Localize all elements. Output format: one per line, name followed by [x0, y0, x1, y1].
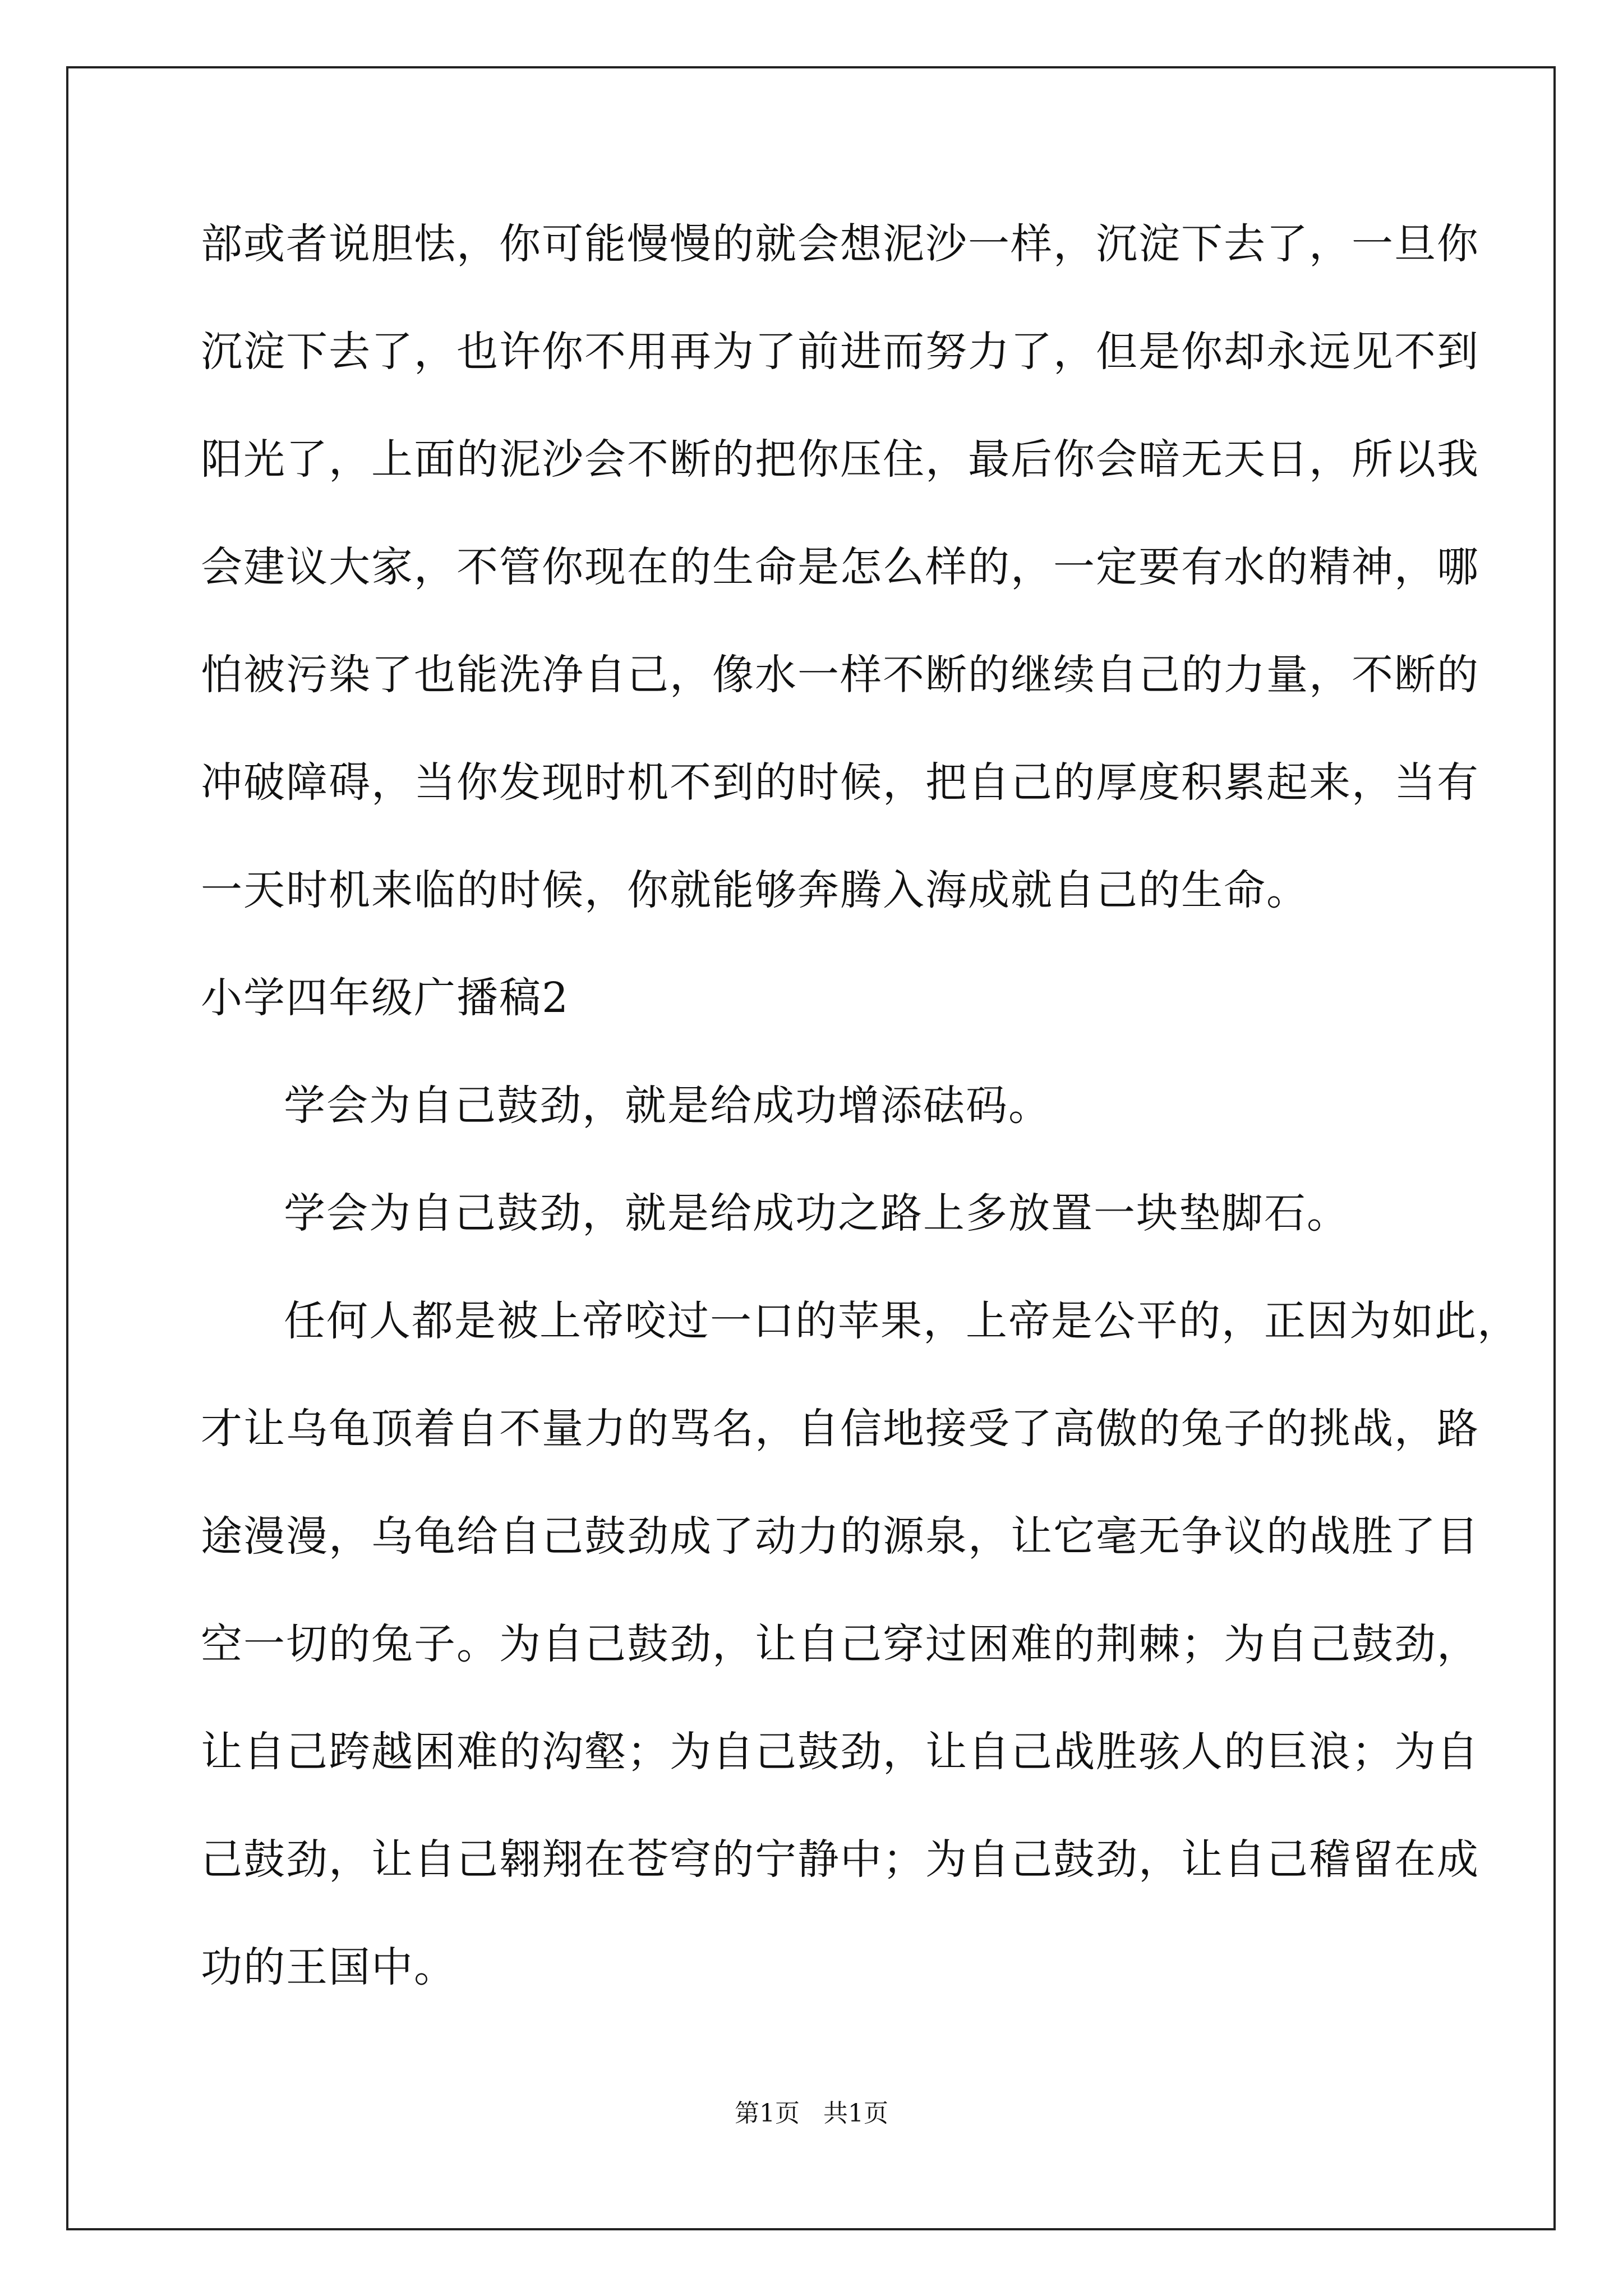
text-line: 会建议大家，不管你现在的生命是怎么样的，一定要有水的精神，哪 [201, 543, 1479, 591]
paragraph-line: 学会为自己鼓劲，就是给成功增添砝码。 [284, 1082, 1051, 1130]
document-body [201, 210, 1520, 2041]
paragraph-line: 学会为自己鼓劲，就是给成功之路上多放置一块垫脚石。 [284, 1189, 1349, 1237]
text-line: 部或者说胆怯，你可能慢慢的就会想泥沙一样，沉淀下去了，一旦你 [201, 220, 1479, 268]
text-line: 让自己跨越困难的沟壑；为自己鼓劲，让自己战胜骇人的巨浪；为自 [201, 1728, 1479, 1776]
text-line: 一天时机来临的时候，你就能够奔腾入海成就自己的生命。 [201, 866, 1309, 914]
text-line: 阳光了，上面的泥沙会不断的把你压住，最后你会暗无天日，所以我 [201, 435, 1479, 484]
text-line: 功的王国中。 [201, 1943, 457, 1991]
text-line: 途漫漫，乌龟给自己鼓劲成了动力的源泉，让它毫无争议的战胜了目 [201, 1512, 1479, 1561]
page-number: 第1页 共1页 [735, 2099, 888, 2128]
text-line: 冲破障碍，当你发现时机不到的时候，把自己的厚度积累起来，当有 [201, 758, 1479, 807]
text-line: 怕被污染了也能洗净自己，像水一样不断的继续自己的力量，不断的 [201, 651, 1479, 699]
text-line: 任何人都是被上帝咬过一口的苹果，上帝是公平的，正因为如此， [284, 1297, 1520, 1345]
text-line: 沉淀下去了，也许你不用再为了前进而努力了，但是你却永远见不到 [201, 328, 1479, 376]
text-line: 才让乌龟顶着自不量力的骂名，自信地接受了高傲的兔子的挑战，路 [201, 1405, 1479, 1453]
text-line: 己鼓劲，让自己翱翔在苍穹的宁静中；为自己鼓劲，让自己稽留在成 [201, 1835, 1479, 1884]
section-heading: 小学四年级广播稿2 [201, 974, 570, 1022]
text-line: 空一切的兔子。为自己鼓劲，让自己穿过困难的荆棘；为自己鼓劲， [201, 1620, 1479, 1668]
